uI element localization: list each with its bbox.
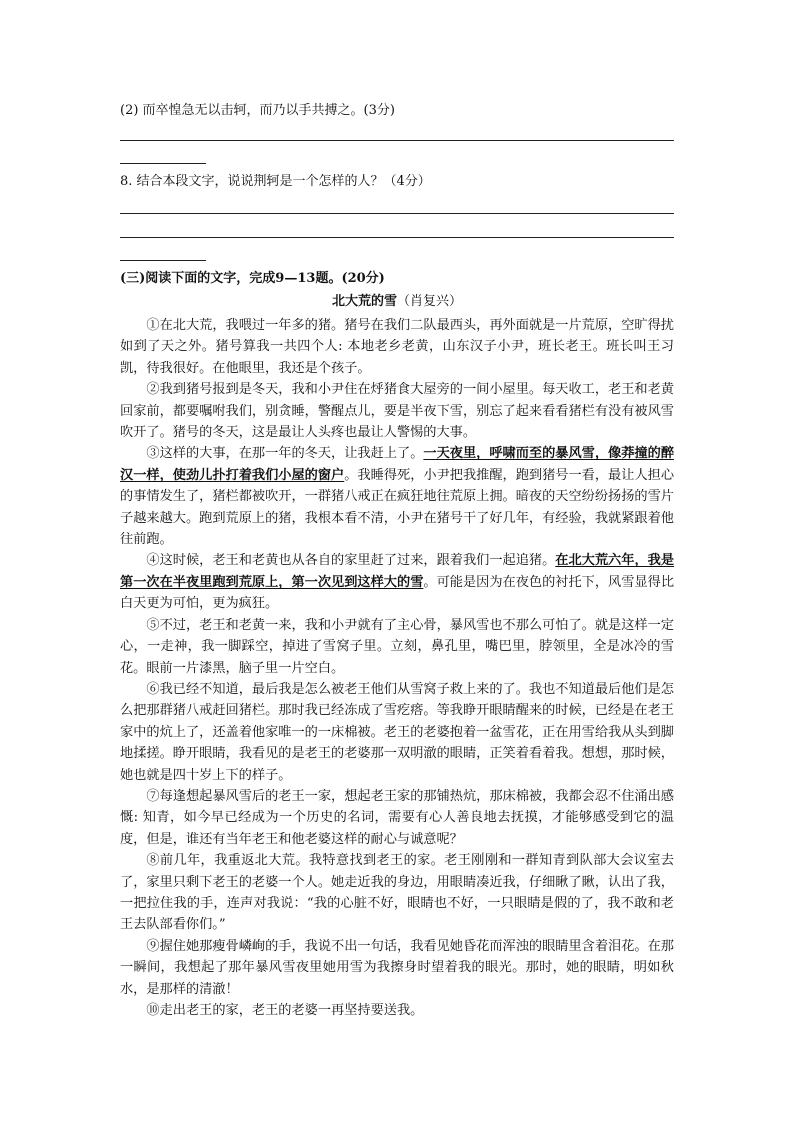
paragraph-8: ⑧前几年，我重返北大荒。我特意找到老王的家。老王刚刚和一群知青到队部大会议室去了，家里只剩下老王的老婆一个人。她走近我的身边，用眼睛凑近我，仔细瞅了瞅，认出了我，一把拉住我的手，连声对我说：“我的心脏不好，眼睛也不好，一只眼睛是假的了，我不敢和老王去队部看你们。”: [120, 853, 674, 933]
paragraph-5: ⑤不过，老王和老黄一来，我和小尹就有了主心骨，暴风雪也不那么可怕了。就是这样一定心，一走神，我一脚踩空，掉进了雪窝子里。立刻，鼻孔里，嘴巴里，脖领里，全是冰冷的雪花。眼前一片漆黑，脑子里一片空白。: [120, 617, 674, 676]
paragraph-10: ⑩走出老王的家，老王的老婆一再坚持要送我。: [146, 1003, 424, 1018]
paragraph-2: ②我到猪号报到是冬天，我和小尹住在烀猪食大屋旁的一间小屋里。每天收工，老王和老黄回家前，都要嘱咐我们，别贪睡，警醒点儿，要是半夜下雪，别忘了起来看看猪栏有没有被风雪吹开了。猪号的冬天，这是最让人头疼也最让人警惕的大事。: [120, 382, 674, 441]
article-author: （肖复兴）: [397, 294, 463, 309]
section-heading: (三)阅读下面的文字，完成9—13题。(20分): [120, 271, 385, 286]
paragraph-3: [120, 443, 674, 550]
article-title: [120, 292, 674, 312]
article-title-text: 北大荒的雪: [331, 294, 397, 309]
paragraph-7: ⑦每逢想起暴风雪后的老王一家，想起老王家的那铺热炕，那床棉被，我都会忍不住涌出感慨: 知青，如今早已经成为一个历史的名词，需要有心人善良地去抚摸，才能够感受到它的温度，但是，谁还有当年老王和他老婆这样的耐心与诚意呢？: [120, 788, 674, 847]
answer-line-8-c[interactable]: [120, 260, 206, 261]
answer-line-8-b[interactable]: [120, 237, 674, 238]
paragraph-1: ①在北大荒，我喂过一年多的猪。猪号在我们二队最西头，再外面就是一片荒原，空旷得扰如到了天之外。猪号算我一共四个人: 本地老乡老黄，山东汉子小尹，班长老王。班长叫王习凯，待我很好。在他眼里，我还是个孩子。: [120, 318, 674, 376]
paragraph-4: [120, 550, 674, 614]
question-8: 8. 结合本段文字，说说荆轲是一个怎样的人？（4分）: [120, 174, 431, 189]
question-7-2: (2) 而卒惶急无以击轲，而乃以手共搏之。(3分): [120, 103, 395, 118]
paragraph-4-start: ④这时候，老王和老黄也从各自的家里赶了过来，跟着我们一起追猪。: [146, 553, 556, 569]
answer-line-7-2-a[interactable]: [120, 140, 674, 141]
paragraph-4-end: 。可能是因为在夜色的衬托下，风雪显得比白天更为可怕，更为疯狂。: [120, 574, 675, 612]
underlined-sentence-1: 一天夜里，呼啸而至的暴风雪，像莽撞的醉汉一样，使劲儿扑打着我们小屋的窗户: [120, 446, 675, 483]
paragraph-3-end: 。我睡得死，小尹把我推醒，跑到猪号一看，最让人担心的事情发生了，猪栏都被吹开，一群猪八戒正在疯狂地往荒原上拥。暗夜的天空纷纷扬扬的雪片子越来越大。跑到荒原上的猪，我根本看不清，小尹在猪号干了好几年，有经验，我就紧跟着他往前跑。: [120, 467, 675, 548]
underlined-sentence-2: 在北大荒六年，我是第一次在半夜里跑到荒原上，第一次见到这样大的雪: [120, 553, 675, 590]
paragraph-3-start: ③这样的大事，在那一年的冬天，让我赶上了。: [146, 446, 424, 462]
paragraph-9: ⑨握住她那瘦骨嶙峋的手，我说不出一句话，我看见她昏花而浑浊的眼睛里含着泪花。在那一瞬间，我想起了那年暴风雪夜里她用雪为我擦身时望着我的眼光。那时，她的眼睛，明如秋水，是那样的清澈！: [120, 938, 674, 997]
article-body: [120, 315, 674, 1021]
paragraph-6: ⑥我已经不知道，最后我是怎么被老王他们从雪窝子救上来的了。我也不知道最后他们是怎么把那群猪八戒赶回猪栏。那时我已经冻成了雪疙瘩。等我睁开眼睛醒来的时候，已经是在老王家中的炕上了，还盖着他家唯一的一床棉被。老王的老婆抱着一盆雪花，正在用雪给我从头到脚地揉搓。睁开眼睛，我看见的是老王的老婆那一双明澈的眼睛，正笑着看着我。想想，那时候，她也就是四十岁上下的样子。: [120, 681, 674, 783]
answer-line-7-2-b[interactable]: [120, 163, 206, 164]
answer-line-8-a[interactable]: [120, 213, 674, 214]
